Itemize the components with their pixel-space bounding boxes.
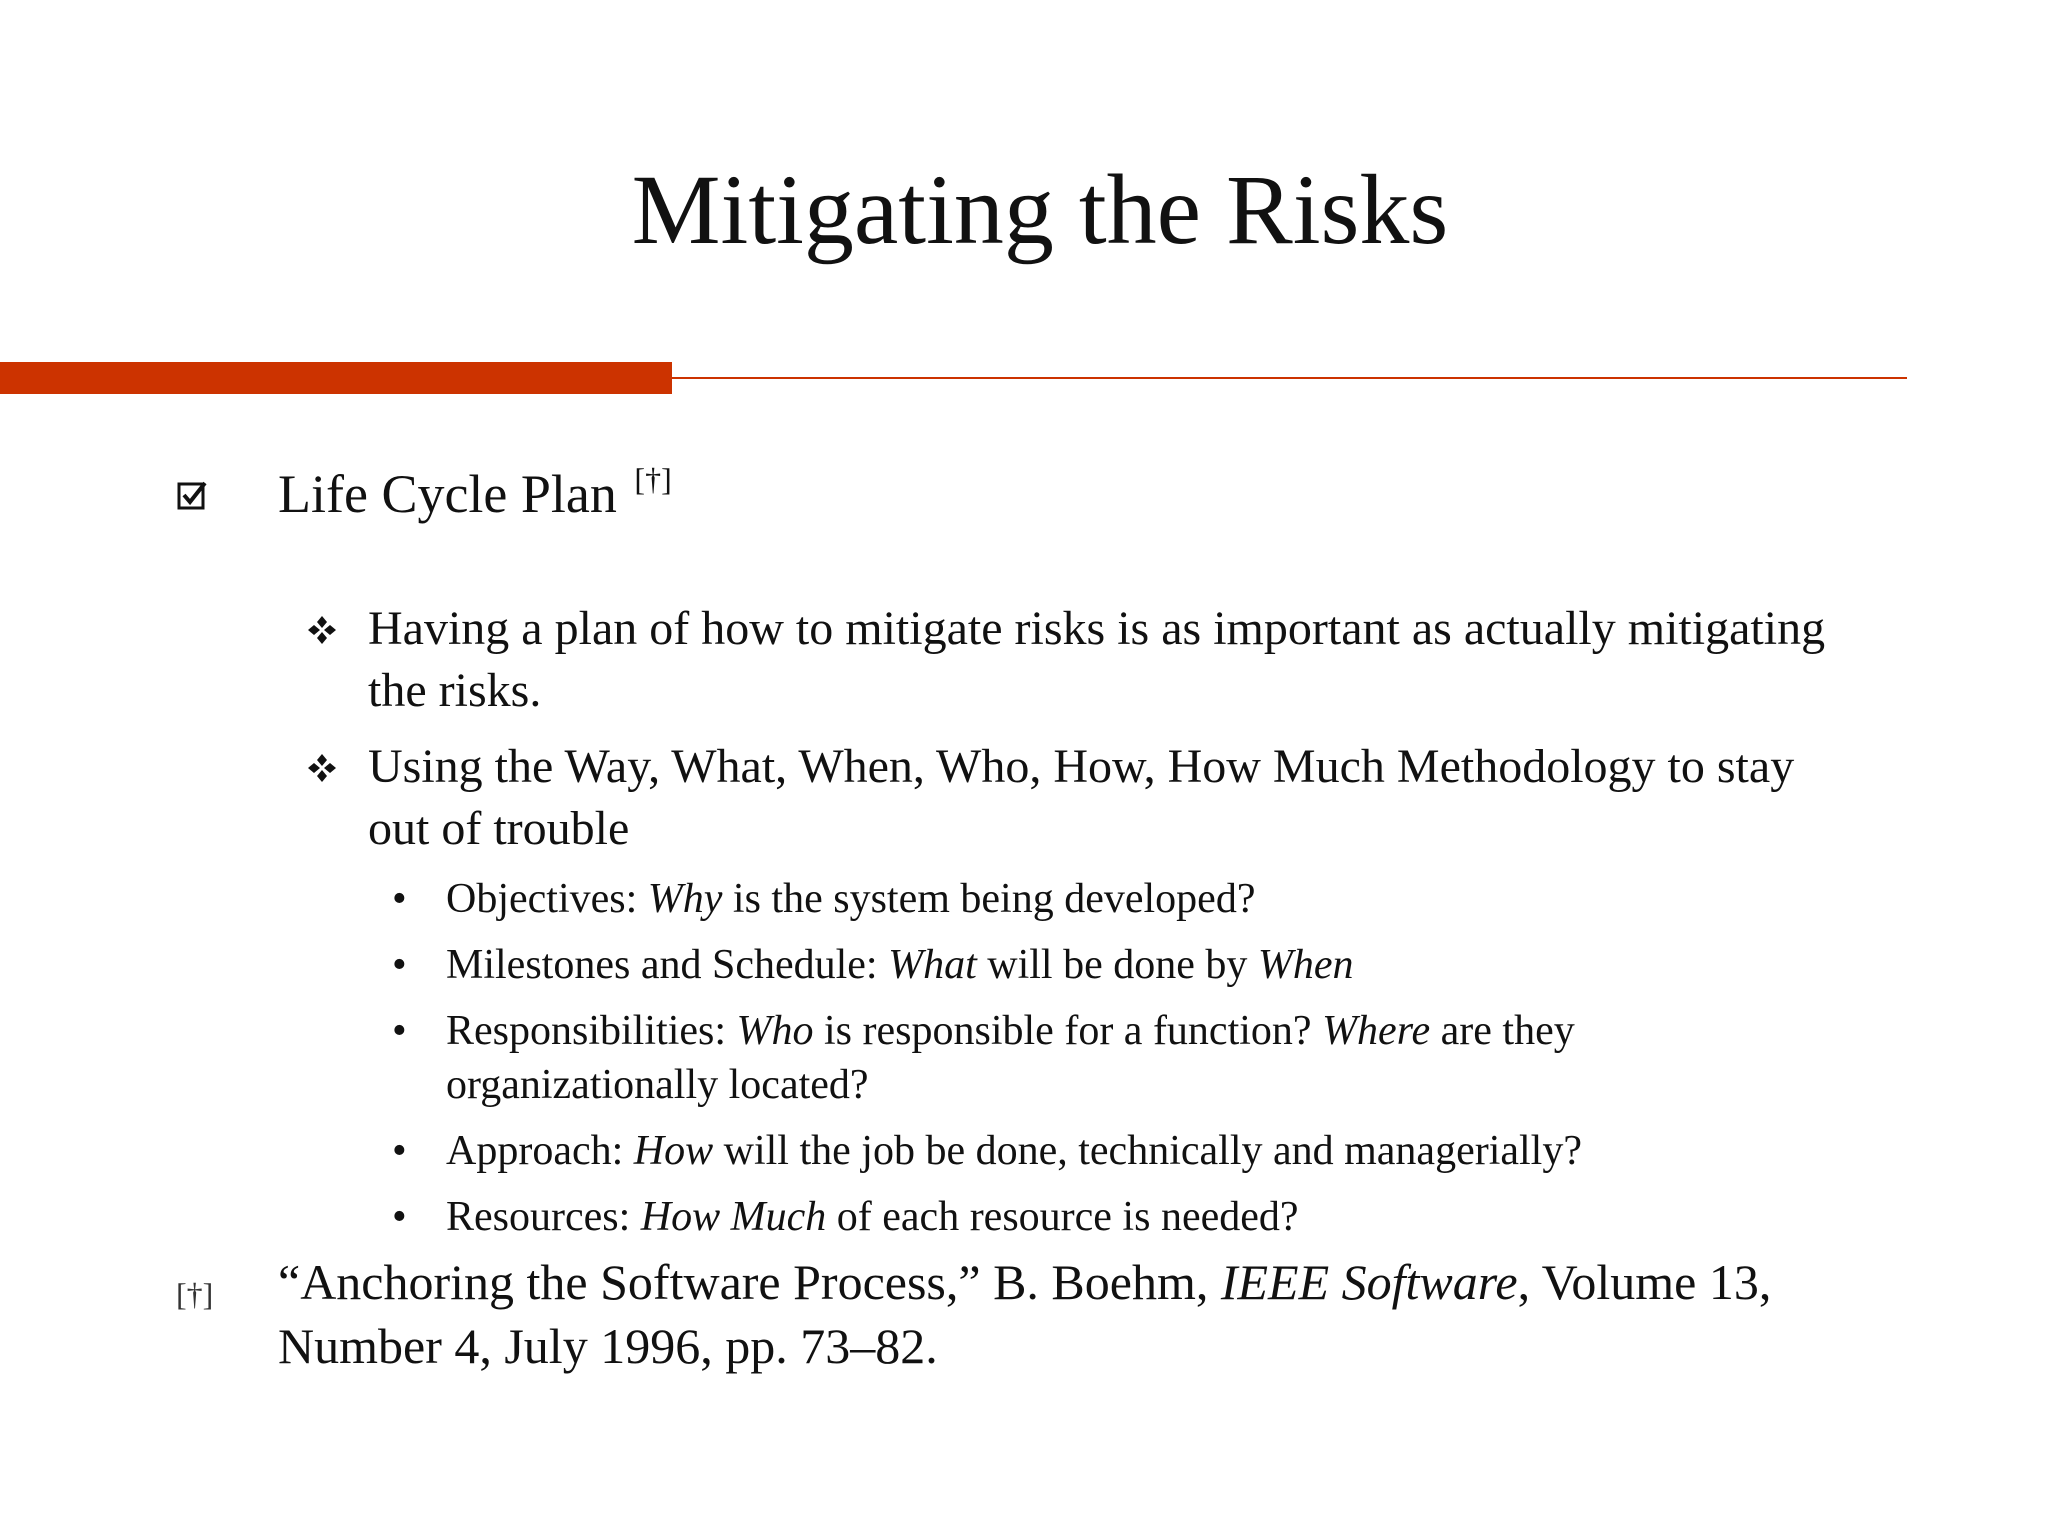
item-milestones: Milestones and Schedule: What will be done by When	[446, 942, 1354, 988]
item-approach: Approach: How will the job be done, technically and managerially?	[446, 1128, 1582, 1174]
point-label: Life Cycle Plan	[278, 464, 617, 524]
accent-bar	[0, 362, 672, 394]
item-responsibilities: Responsibilities: Who is responsible for a function? Where are they organizationally located?	[446, 1008, 1575, 1108]
item-objectives: Objectives: Why is the system being developed?	[446, 876, 1256, 922]
bullet-dot: •	[392, 942, 407, 988]
item-resources: Resources: How Much of each resource is needed?	[446, 1194, 1299, 1240]
bullet-dot: •	[392, 1128, 407, 1174]
point-life-cycle-plan	[278, 462, 672, 526]
checkbox-checked-icon	[177, 480, 207, 510]
point-reference: [†]	[634, 461, 672, 497]
subpoint-plan-importance: Having a plan of how to mitigate risks is as important as actually mitigating the risks.	[368, 602, 1826, 717]
accent-rule	[672, 377, 1907, 379]
diamond-bullet-icon	[306, 614, 338, 646]
footnote-citation: “Anchoring the Software Process,” B. Boehm, IEEE Software, Volume 13, Number 4, July 1996, pp. 73–82.	[278, 1254, 1772, 1374]
bullet-dot: •	[392, 1008, 407, 1054]
slide-title: Mitigating the Risks	[631, 154, 1449, 265]
diamond-bullet-icon	[306, 752, 338, 784]
footnote-marker: [†]	[176, 1276, 214, 1312]
bullet-dot: •	[392, 1194, 407, 1240]
subpoint-methodology: Using the Way, What, When, Who, How, How Much Methodology to stay out of trouble	[368, 740, 1795, 855]
bullet-dot: •	[392, 876, 407, 922]
